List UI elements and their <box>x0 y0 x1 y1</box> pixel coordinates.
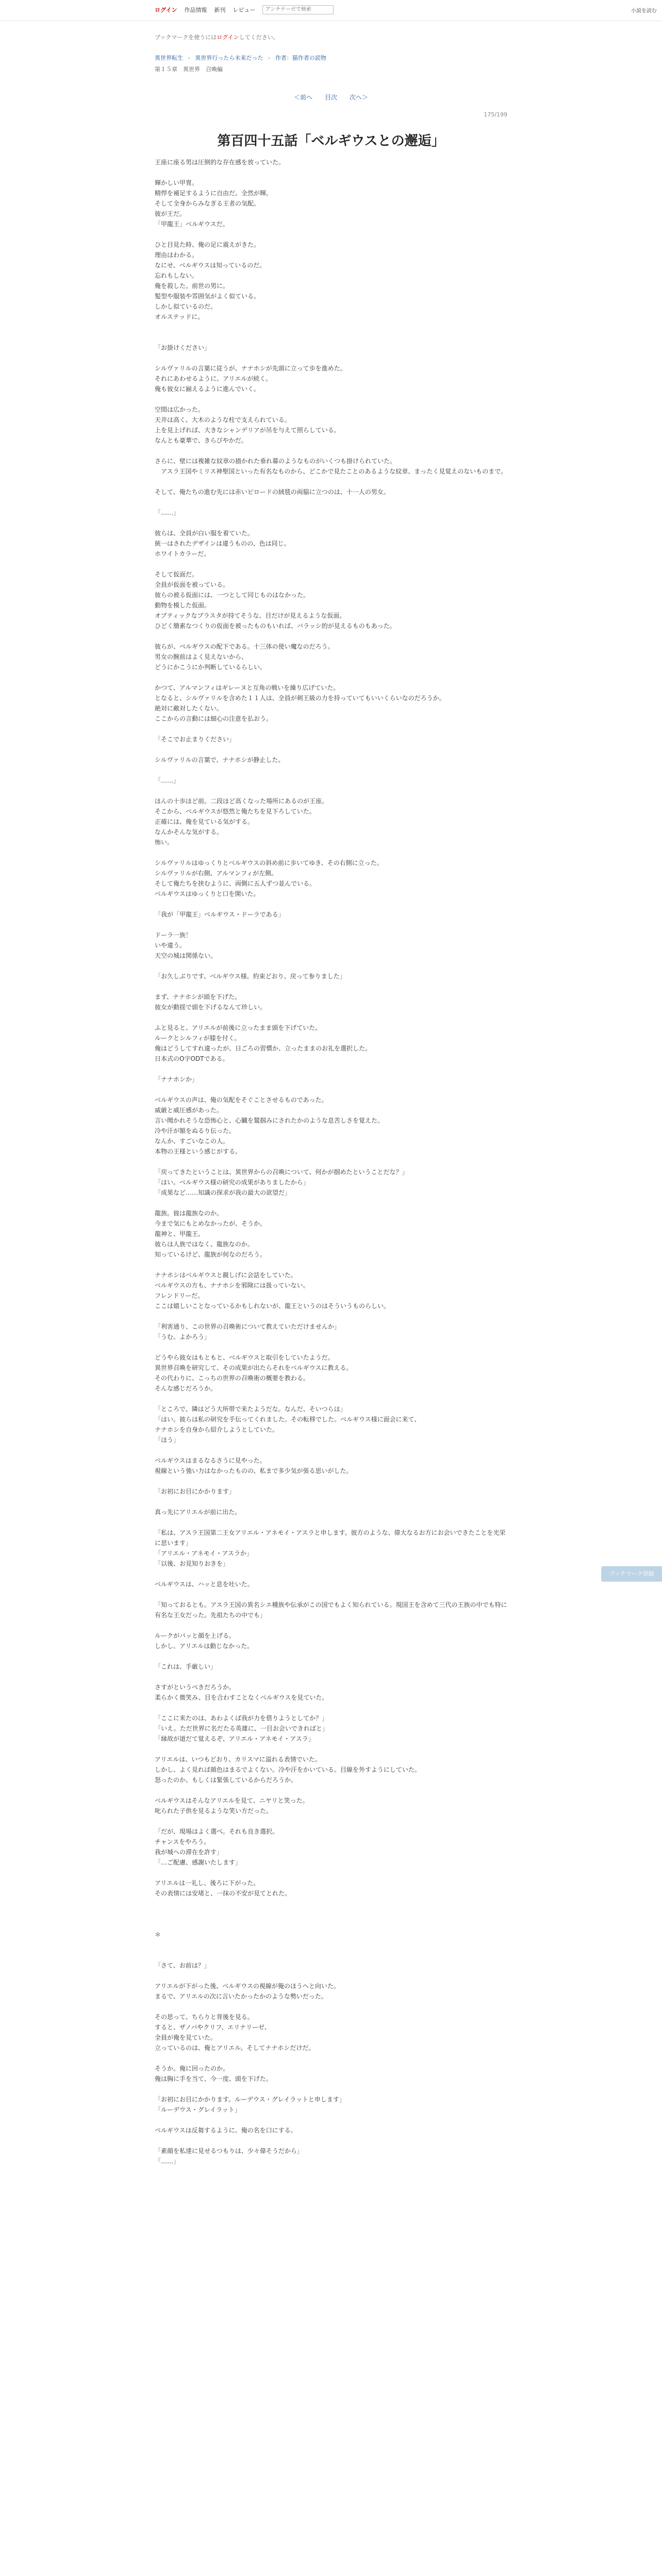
reviews-link[interactable]: レビュー <box>233 7 256 13</box>
body-paragraph: 「ここに来たのは、あわよくば我が力を借りようとしてか？」 <box>155 1715 328 1722</box>
body-paragraph: 「成果など……知識の探求が我の最大の欲望だ」 <box>155 1189 291 1196</box>
body-paragraph: 怒ったのか、もしくは緊張しているからだろうか。 <box>155 1776 297 1784</box>
body-paragraph: 「私は、アスラ王国第二王女アリエル・アネモイ・アスラと申します。彼方のような、偉大なるお方にお会いできたことを光栄に思います」 <box>155 1529 506 1547</box>
ranking-link[interactable]: 新刊 <box>214 7 226 13</box>
body-paragraph <box>155 1157 507 1167</box>
site-link[interactable]: 小説を読む <box>631 8 657 14</box>
body-paragraph <box>155 1785 507 1795</box>
body-paragraph <box>155 1445 507 1455</box>
body-paragraph: 今まで気にもとめなかったが、そうか。 <box>155 1220 267 1227</box>
body-paragraph: 「はい。ベルギウス様の研究の成果がありましたから」 <box>155 1179 309 1186</box>
body-paragraph: オルステッドに。 <box>155 313 204 320</box>
body-paragraph: シルヴァリルはゆっくりとベルギウスの斜め前に歩いてゆき、その右側に立った。 <box>155 859 383 867</box>
body-paragraph: その代わりに、こっちの世界の召喚術の概要を教わる。 <box>155 1375 309 1382</box>
login-notice <box>155 33 279 41</box>
body-paragraph: 「ところで、隣はどう大所帯で来たようだな。なんだ、そいつらは」 <box>155 1405 346 1413</box>
body-paragraph: 龍神と、甲龍王。 <box>155 1230 205 1238</box>
body-paragraph: シルヴァリルが右側、アルマンフィが左側。 <box>155 870 278 877</box>
body-paragraph: その思って、ちらりと背後を見る。 <box>155 2013 254 2021</box>
body-paragraph: ドーラ一族！ <box>155 931 192 939</box>
body-paragraph: 言い聞かれそうな恐怖心と、心臓を鷲掴みにされたかのような息苦しさを覚えた。 <box>155 1117 384 1124</box>
body-paragraph: ベルギウスは、ハッと息を吐いた。 <box>155 1581 254 1588</box>
body-paragraph: ベルギウスはゆっくりと口を開いた。 <box>155 890 260 897</box>
body-paragraph: ＊ <box>155 1931 161 1938</box>
body-paragraph: 「だが、現場はよく選べ。それも良き選択。 <box>155 1828 279 1835</box>
notice-before: ブックマークを使うには <box>155 34 217 41</box>
body-paragraph: ホワイトカラーだ。 <box>155 550 210 557</box>
body-paragraph: 統一はされたデザインは違うものの、色は同じ。 <box>155 540 290 547</box>
body-paragraph: 叱られた子供を見るような笑い方だった。 <box>155 1807 273 1815</box>
body-paragraph: 王座に座る男は圧倒的な存在感を放っていた。 <box>155 159 285 166</box>
body-paragraph: ルークとシルフィが膝を付く。 <box>155 1035 241 1042</box>
body-paragraph <box>155 981 507 992</box>
body-paragraph: 上を見上げれば、大きなシャンデリアが吊を与えて照らしている。 <box>155 427 340 434</box>
body-paragraph: そんな感じだろうか。 <box>155 1385 217 1392</box>
body-paragraph: 「以後、お見知りおきを」 <box>155 1560 229 1567</box>
notice-after: してください。 <box>239 34 279 41</box>
body-paragraph: 本物の王様という感じがする。 <box>155 1148 242 1155</box>
body-paragraph: 「利害通り、この世界の召喚術について教えていただけませんか」 <box>155 1323 340 1330</box>
body-paragraph: 天井は高く、大木のような柱で支えられている。 <box>155 416 291 423</box>
body-paragraph: 髪型や服装や雰囲気がよく似ている。 <box>155 293 260 300</box>
body-paragraph <box>155 1950 507 1960</box>
body-paragraph <box>155 920 507 930</box>
body-paragraph <box>155 1672 507 1682</box>
body-paragraph <box>155 394 507 404</box>
body-paragraph: ナナホシはベルギウスと親しげに会話をしていた。 <box>155 1272 297 1279</box>
body-paragraph: 彼らが、ベルギウスの配下である。十三体の使い魔なのだろう。 <box>155 643 334 650</box>
body-paragraph: その表情には安堵と、一抹の不安が見てとれた。 <box>155 1890 291 1897</box>
body-paragraph <box>155 1919 507 1929</box>
body-paragraph: そうか。俺に回ったのか。 <box>155 2065 229 2072</box>
body-paragraph: シルヴァリルの言葉に従うが、ナナホシが先頭に立って歩を進めた。 <box>155 365 346 372</box>
body-paragraph: 威厳と威圧感があった。 <box>155 1107 223 1114</box>
body-paragraph: 彼らの被る仮面には、一つとして同じものはなかった。 <box>155 591 310 599</box>
body-paragraph <box>155 1899 507 1909</box>
search-input[interactable] <box>262 5 334 14</box>
body-paragraph <box>155 332 507 343</box>
body-paragraph: なんかそんな気がする。 <box>155 828 223 836</box>
body-paragraph <box>155 724 507 734</box>
body-paragraph <box>155 1744 507 1754</box>
top-bar <box>0 0 662 21</box>
body-paragraph: なにせ、ベルギウスは知っているのだ。 <box>155 262 266 269</box>
body-paragraph <box>155 899 507 909</box>
body-paragraph: 柔らかく微笑み、目を合わすことなくベルギウスを見ていた。 <box>155 1694 328 1701</box>
body-paragraph: 正確には、俺を見ている気がする。 <box>155 818 254 825</box>
breadcrumb-series[interactable]: 異世界転生 <box>155 55 183 61</box>
body-paragraph: 「ほう」 <box>155 1436 180 1444</box>
body-paragraph: 怖い。 <box>155 839 174 846</box>
body-paragraph <box>155 353 507 363</box>
body-paragraph: 「お掛けください」 <box>155 344 211 351</box>
body-paragraph: しかし、アリエルは動じなかった。 <box>155 1642 254 1650</box>
body-paragraph: ひどく簡素なつくりの仮面を被ったものもいれば、バラッシ的が見えるものもあった。 <box>155 622 396 630</box>
body-paragraph <box>155 765 507 775</box>
body-paragraph: 「さて、お前は？」 <box>155 1962 210 1969</box>
body-paragraph: そして全身からみなぎる王者の気配。 <box>155 200 260 207</box>
body-paragraph <box>155 477 507 487</box>
login-link[interactable]: ログイン <box>155 7 177 13</box>
body-paragraph: 「我が「甲龍王」ベルギウス・ドーラである」 <box>155 911 285 918</box>
body-paragraph: いや違う。 <box>155 942 186 949</box>
body-paragraph <box>155 1311 507 1321</box>
body-paragraph <box>155 1703 507 1713</box>
body-paragraph <box>155 1589 507 1600</box>
body-paragraph <box>155 1394 507 1404</box>
body-paragraph <box>155 518 507 528</box>
body-paragraph: 「素顔を私達に見せるつもりは、少々偉そうだから」 <box>155 2147 303 2155</box>
body-paragraph: ベルギウスの方も、ナナホシを邪険には扱っていない。 <box>155 1282 309 1289</box>
body-paragraph: しかし似ているのだ。 <box>155 303 217 310</box>
body-paragraph <box>155 559 507 569</box>
breadcrumb-title[interactable]: 異世界行ったら未来だった <box>195 55 263 61</box>
body-paragraph: さすがというべきだろうか。 <box>155 1684 236 1691</box>
body-paragraph: 立っているのは、俺とアリエル。そしてナナホシだけだ。 <box>155 2044 315 2052</box>
body-paragraph: 動物を模した仮面。 <box>155 602 211 609</box>
body-paragraph <box>155 1342 507 1352</box>
body-paragraph <box>155 1971 507 1981</box>
body-paragraph <box>155 1064 507 1074</box>
body-paragraph: ふと見ると、アリエルが前後に立ったまま頭を下げていた。 <box>155 1024 322 1031</box>
body-paragraph <box>155 1569 507 1579</box>
episode-title: 第百四十五話「ベルギウスとの邂逅」 <box>217 133 445 149</box>
body-paragraph: 「…ご配慮、感謝いたします」 <box>155 1859 242 1866</box>
novel-body <box>155 157 507 2166</box>
body-paragraph: 「アリエル・アネモイ・アスラか」 <box>155 1550 253 1557</box>
body-paragraph <box>155 786 507 796</box>
body-paragraph: 「うむ。よかろう」 <box>155 1333 211 1341</box>
body-paragraph: 忘れもしない。 <box>155 272 198 279</box>
body-paragraph <box>155 848 507 858</box>
body-paragraph <box>155 497 507 507</box>
body-paragraph <box>155 2002 507 2012</box>
body-paragraph: まず、ナナホシが頭を下げた。 <box>155 993 241 1001</box>
body-paragraph: アスラ王国やミリス神聖国といった有名なものから、どこかで見たことのあるような紋章、まったく見覚えのないものまで。 <box>155 468 507 475</box>
body-paragraph: ルークがパッと顔を上げる。 <box>155 1632 236 1639</box>
body-paragraph <box>155 1868 507 1878</box>
body-paragraph: なんとも豪華で、きらびやかだ。 <box>155 437 247 444</box>
body-paragraph: すると、ザノバやクリフ、エリナリーゼ、 <box>155 2024 271 2031</box>
body-paragraph <box>155 1012 507 1023</box>
body-paragraph: ベルギウスの声は、俺の気配をそぐことさせるものであった。 <box>155 1096 328 1104</box>
body-paragraph: どうやら彼女はもともと、ベルギウスと取引をしていたようだ。 <box>155 1354 334 1361</box>
body-paragraph: 理由はわかる。 <box>155 251 198 259</box>
body-paragraph <box>155 446 507 456</box>
body-paragraph <box>155 1084 507 1095</box>
body-paragraph: 「……」 <box>155 777 180 784</box>
body-paragraph: 「戻ってきたということは、異世界からの召喚について、何かが掴めたということだな？」 <box>155 1168 408 1176</box>
body-paragraph: そこから、ベルギウスが悠然と俺たちを見下ろしていた。 <box>155 808 316 815</box>
body-paragraph: 「甲龍王」ベルギウスだ。 <box>155 221 229 228</box>
body-paragraph <box>155 2136 507 2146</box>
body-paragraph: 「いえ。ただ世界に名だたる英雄に、一目お会いできればと」 <box>155 1725 328 1732</box>
body-paragraph: となると、シルヴァリルを含めた１１人は、全員が剣王級の力を持っていてもいいくらいなのだろうか。 <box>155 694 445 702</box>
body-paragraph <box>155 322 507 332</box>
body-paragraph: アリエルは一礼し、後ろに下がった。 <box>155 1879 260 1887</box>
body-paragraph <box>155 1497 507 1507</box>
breadcrumb-separator: › <box>268 55 271 61</box>
body-paragraph: 精悍を補足するように自由だ。全然が輝。 <box>155 190 273 197</box>
body-paragraph <box>155 1620 507 1631</box>
pager-top <box>0 93 662 101</box>
episode-number: 175/199 <box>484 111 507 118</box>
body-paragraph: 「お久しぶりです、ベルギウス様。約束どおり、戻って参りました」 <box>155 973 346 980</box>
body-paragraph: フレンドリーだ。 <box>155 1292 204 1299</box>
body-paragraph <box>155 2053 507 2063</box>
body-paragraph: どうにかこうにか判断しているらしい。 <box>155 664 267 671</box>
body-paragraph: 彼らは、全員が白い服を着ていた。 <box>155 530 254 537</box>
body-paragraph: そして仮面だ。 <box>155 571 198 578</box>
body-paragraph: アリエルは、いつもどおり、カリスマに溢れる表情でいた。 <box>155 1756 321 1763</box>
body-paragraph: 絶対に敵対したくない。 <box>155 705 223 712</box>
body-paragraph: 輝かしい甲冑。 <box>155 179 198 187</box>
body-paragraph: ここは嬉しいことなっているかもしれないが、龍王というのはそういうものらしい。 <box>155 1302 390 1310</box>
body-paragraph: それにあわせるように、アリエルが続く。 <box>155 375 272 382</box>
body-paragraph: 俺は胸に手を当て、今一度、頭を下げた。 <box>155 2075 272 2082</box>
body-paragraph <box>155 744 507 755</box>
body-paragraph: 我が城への滞在を許す」 <box>155 1849 223 1856</box>
body-paragraph: 真っ先にアリエルが前に出た。 <box>155 1509 241 1516</box>
body-paragraph: 日本式のO字ODTである。 <box>155 1055 229 1062</box>
body-paragraph: 空間は広かった。 <box>155 406 205 413</box>
body-paragraph: ナナホシを自身から紹介しようとしていた。 <box>155 1426 279 1433</box>
body-paragraph: 全員が仮面を被っている。 <box>155 581 229 588</box>
body-paragraph: 俺を殺した。前世の男に。 <box>155 282 229 290</box>
notice-login-link[interactable]: ログイン <box>217 34 239 41</box>
body-paragraph <box>155 1517 507 1528</box>
body-paragraph <box>155 961 507 971</box>
body-paragraph: 「はい。彼らは私の研究を手伝ってくれました。その転移でした。ベルギウス様に面会に来て、 <box>155 1416 421 1423</box>
body-paragraph: アリエルが下がった後、ベルギウスの視線が俺のほうへと向いた。 <box>155 1982 340 1990</box>
body-paragraph: 彼が王だ。 <box>155 210 186 217</box>
body-paragraph <box>155 672 507 683</box>
body-paragraph: 視線という強い力はなかったものの、私まで多少気が張る思いがした。 <box>155 1467 353 1475</box>
top-nav <box>155 5 334 14</box>
breadcrumb-separator: › <box>188 55 190 61</box>
body-paragraph: ほんの十歩ほど前。二段ほど高くなった場所にあるのが王座。 <box>155 798 328 805</box>
body-paragraph: 龍族。彼は龍族なのか。 <box>155 1210 223 1217</box>
body-paragraph: 冷や汗が額をぬるり伝った。 <box>155 1127 236 1134</box>
body-paragraph: ベルギウスはそんなアリエルを見て、ニヤリと笑った。 <box>155 1797 309 1804</box>
body-paragraph: 「……」 <box>155 509 180 516</box>
body-paragraph: 「そこでお止まりください」 <box>155 736 236 743</box>
body-paragraph: オブティックなブラスタが持てそうな、目だけが見えるような仮面。 <box>155 612 346 619</box>
body-paragraph: 全員が俺を見ていた。 <box>155 2034 217 2041</box>
body-paragraph <box>155 229 507 240</box>
body-paragraph: さらに、壁には複雑な紋章の描かれた垂れ幕のようなものがいくつも掛けられていた。 <box>155 457 396 465</box>
body-paragraph: 「ルーデウス・グレイラット」 <box>155 2106 241 2113</box>
body-paragraph: ここからの言動には細心の注意を払おう。 <box>155 715 273 722</box>
next-link[interactable]: 次へ＞ <box>349 94 368 101</box>
body-paragraph: 彼女が動揺で頭を下げるなんて珍しい。 <box>155 1004 267 1011</box>
body-paragraph: なんか、すごいなこの人。 <box>155 1138 229 1145</box>
breadcrumb-author[interactable]: 作者：猫作者の読物 <box>275 55 326 61</box>
body-paragraph: 「ナナホシか」 <box>155 1076 198 1083</box>
body-paragraph: 「……」 <box>155 2158 180 2165</box>
body-paragraph: 俺も彼女に揃えるように進んでいく。 <box>155 385 260 393</box>
body-paragraph <box>155 2084 507 2094</box>
prev-link[interactable]: ＜前へ <box>294 94 313 101</box>
works-link[interactable]: 作品情報 <box>184 7 207 13</box>
body-paragraph <box>155 1260 507 1270</box>
breadcrumb <box>155 54 326 62</box>
body-paragraph <box>155 1476 507 1486</box>
body-paragraph <box>155 1651 507 1662</box>
body-paragraph: ベルギウスは反芻するように、俺の名を口にする。 <box>155 2127 297 2134</box>
body-paragraph: 「お初にお目にかかります。ルーデウス・グレイラットと申します」 <box>155 2096 345 2103</box>
body-paragraph <box>155 167 507 178</box>
chapter-title: 第１５章 異世界 召喚編 <box>155 66 223 73</box>
body-paragraph <box>155 2115 507 2125</box>
body-paragraph: かつて、アルマンフィはギレーヌと互角の戦いを繰り広げていた。 <box>155 684 340 691</box>
body-paragraph: そして俺たちを挟むように、両側に五人ずつ並んでいる。 <box>155 880 316 887</box>
index-link[interactable]: 目次 <box>324 94 337 101</box>
body-paragraph: まるで、アリエルの次に言いたかったかのような勢いだった。 <box>155 1993 327 2000</box>
body-paragraph: 「縁故が道だて覚えるぞ、アリエル・アネモイ・アスラ」 <box>155 1735 315 1742</box>
body-paragraph: 「お初にお目にかかります」 <box>155 1488 236 1495</box>
body-paragraph <box>155 1909 507 1919</box>
body-paragraph: ひと目見た時、俺の足に震えがきた。 <box>155 241 260 248</box>
body-paragraph: ベルギウスはまるなるさうに見やった。 <box>155 1457 266 1464</box>
body-paragraph: そして、俺たちの進む先には赤いビロードの絨毯の両脇に立つのは、十一人の男女。 <box>155 488 390 496</box>
body-paragraph: 異世界召喚を研究して、その成果が出たらそれをベルギウスに教える。 <box>155 1364 353 1371</box>
body-paragraph <box>155 1816 507 1826</box>
bookmark-button[interactable]: ブックマーク登録 <box>601 1566 662 1582</box>
body-paragraph: 俺はどうしてすれ違ったが、日ごろの習慣か、立ったままのお礼を選択した。 <box>155 1045 372 1052</box>
body-paragraph: 知っているけど、龍族が何なのだろう。 <box>155 1251 267 1258</box>
body-paragraph: 「これは、手厳しい」 <box>155 1663 217 1670</box>
body-paragraph <box>155 1198 507 1208</box>
body-paragraph <box>155 1940 507 1950</box>
body-paragraph: 彼らは人族ではなく、龍族なのか。 <box>155 1241 254 1248</box>
body-paragraph <box>155 631 507 641</box>
body-paragraph: 天空の城は関係ない。 <box>155 952 217 959</box>
body-paragraph: シルヴァリルの言葉で、ナナホシが静止した。 <box>155 756 285 764</box>
body-paragraph: チャンスをやろう。 <box>155 1838 210 1845</box>
body-paragraph: しかし、よく見れば顔色はまるでよくない。冷や汗をかいている。目線を外すようにしていた。 <box>155 1766 421 1773</box>
body-paragraph: 「知っておるとも。アスラ王国の異名シエ種族や伝承がこの国でもよく知られている。現国王を含めて三代の王族の中でも特に有名な王女だった。先祖たちの中でも」 <box>155 1601 507 1619</box>
body-paragraph: 男女の腕前はよく見えないから、 <box>155 653 248 660</box>
